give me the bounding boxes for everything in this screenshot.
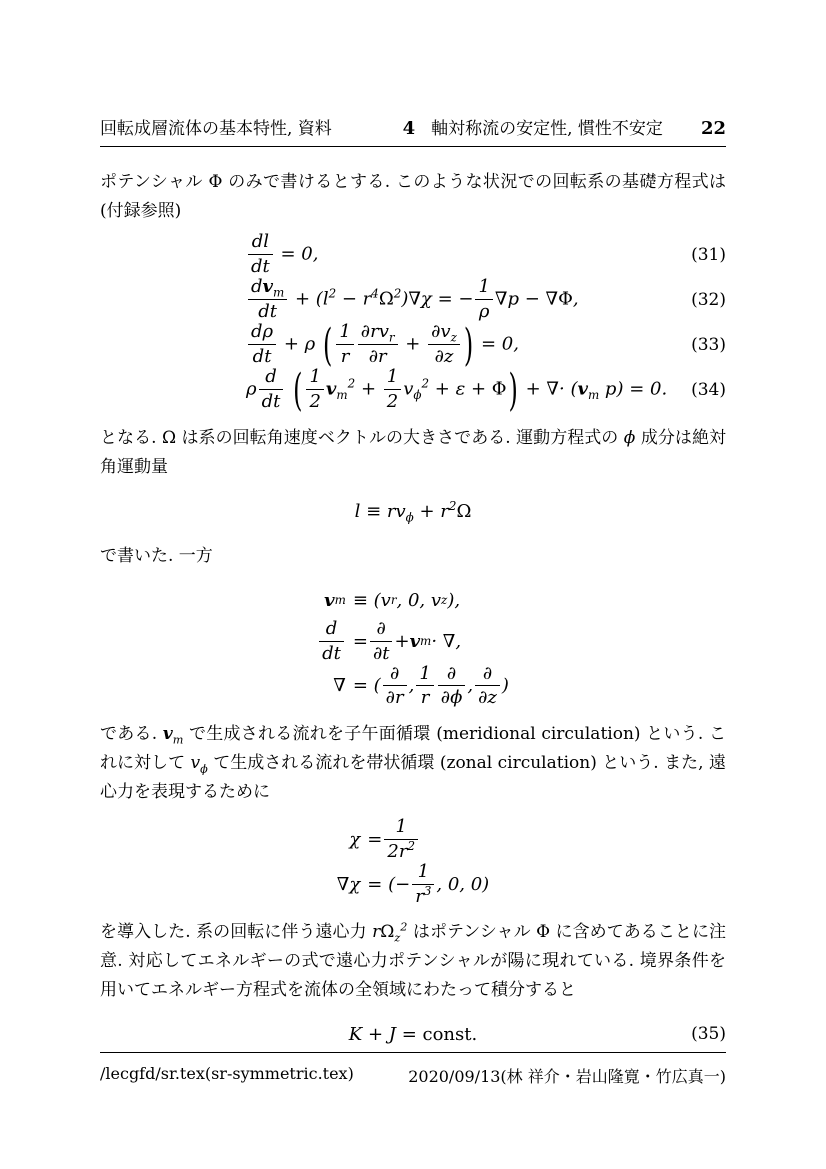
equation: $l \equiv rv_\phi + r^2\Omega$ bbox=[354, 498, 472, 525]
text-run: で生成される流れを子午面循環 (meridional circulation) という. これに対して bbox=[100, 724, 726, 774]
header-section bbox=[403, 114, 663, 139]
header-section-number: 4 bbox=[402, 118, 416, 139]
inline-math: Φ bbox=[536, 922, 551, 943]
equation-rhs: = ( ∂ ∂r , 1 r ∂ ∂ϕ , ∂ ∂z ) bbox=[352, 662, 509, 709]
equation-number: (34) bbox=[691, 379, 726, 400]
equation: $\frac{dl}{dt}$ = 0, bbox=[246, 232, 318, 277]
paragraph bbox=[100, 168, 726, 226]
text-run: で書いた. 一方 bbox=[100, 546, 213, 566]
equation-lhs: v m bbox=[324, 589, 346, 611]
equation-row bbox=[100, 492, 726, 530]
inline-math: $v_m$ bbox=[162, 724, 184, 747]
header-document-title: 回転成層流体の基本特性, 資料 bbox=[100, 119, 332, 139]
equation: $\frac{d\rho}{dt}$ + ρ ( $\frac{1}{r}$ $\partial rv_r$ ∂r + $\frac{\partial v_z}{\partial z}$ ) = 0, bbox=[246, 322, 519, 367]
equation-row bbox=[100, 1015, 726, 1053]
equation: ρ $\frac{d}{dt}$ ( $\frac{1}{2}$ $v_m^2$ + $\frac{1}{2}$ $v_\phi^2 + \varepsilon + \Phi$) + ∇· ($v_m$ p) = 0. bbox=[246, 363, 668, 416]
page-footer bbox=[100, 1052, 726, 1087]
equation-lhs: d dt bbox=[317, 619, 346, 664]
paragraph bbox=[100, 918, 726, 1005]
equation: K + J = const. bbox=[348, 1023, 478, 1045]
inline-math: Φ bbox=[208, 172, 223, 192]
inline-math: Ω bbox=[161, 428, 177, 448]
equation-number: (32) bbox=[691, 289, 726, 310]
inline-math: $r\Omega_z^2$ bbox=[372, 920, 408, 945]
equation-lhs: ∇ bbox=[333, 675, 346, 697]
equation-number: (31) bbox=[691, 244, 726, 265]
equation-rhs: = ∂ ∂t + v m · ∇, bbox=[352, 618, 462, 664]
text-run: である. bbox=[100, 724, 163, 745]
equation-group bbox=[337, 817, 489, 906]
equation-row bbox=[100, 232, 726, 277]
page-header bbox=[100, 114, 726, 139]
header-page-number: 22 bbox=[700, 118, 726, 139]
text-run: ポテンシャル bbox=[100, 172, 209, 192]
text-run: はポテンシャル bbox=[407, 922, 537, 943]
paragraph bbox=[100, 720, 726, 807]
text-run: を導入した. 系の回転に伴う遠心力 bbox=[100, 922, 373, 943]
text-run: となる. bbox=[100, 428, 162, 448]
equation-number: (33) bbox=[691, 334, 726, 355]
paragraph bbox=[100, 424, 726, 482]
equation-row bbox=[100, 363, 726, 416]
equation-rhs: = (− 1 $r^3$ , 0, 0) bbox=[367, 860, 490, 907]
text-run: て生成される流れを帯状循環 (zonal circulation) という. また, 遠心力を表現するために bbox=[100, 753, 726, 803]
equation: $dv_m$ dt + $(l^2 - r^4\Omega^2)\nabla\chi$ = − $\frac{1}{\rho}$ ∇p − ∇Φ, bbox=[246, 277, 579, 322]
text-run: に含めてあることに注意. 対応してエネルギーの式で遠心力ポテンシャルが陽に現れている. 境界条件を用いてエネルギー方程式を流体の全領域にわたって積分すると bbox=[100, 922, 726, 1001]
footer-file-path: /lecgfd/sr.tex(sr-symmetric.tex) bbox=[100, 1064, 354, 1083]
text-run: 成分は絶対角運動量 bbox=[100, 428, 726, 477]
equation-block bbox=[100, 231, 726, 416]
equation-group bbox=[317, 581, 509, 708]
paragraph bbox=[100, 542, 726, 571]
equation-row bbox=[100, 318, 726, 371]
inline-math: $v_\phi$ bbox=[190, 753, 208, 776]
inline-math: ϕ bbox=[623, 428, 636, 448]
equation-rhs: = 1 $2r^2$ bbox=[367, 817, 489, 862]
equation-row bbox=[100, 277, 726, 322]
header-section-title: 軸対称流の安定性, 慣性不安定 bbox=[431, 119, 663, 139]
equation-rhs: ≡ (v r , 0, v z ), bbox=[352, 589, 461, 611]
document-body bbox=[100, 146, 726, 1053]
equation-number: (35) bbox=[691, 1024, 726, 1045]
footer-date-authors: 2020/09/13(林 祥介・岩山隆寛・竹広真一) bbox=[408, 1067, 726, 1086]
equation-lhs: χ bbox=[349, 828, 361, 850]
equation-lhs: ∇χ bbox=[336, 873, 361, 895]
text-run: は系の回転角速度ベクトルの大きさである. 運動方程式の bbox=[176, 428, 624, 448]
text-run: のみで書けるとする. このような状況での回転系の基礎方程式は (付録参照) bbox=[100, 172, 726, 221]
